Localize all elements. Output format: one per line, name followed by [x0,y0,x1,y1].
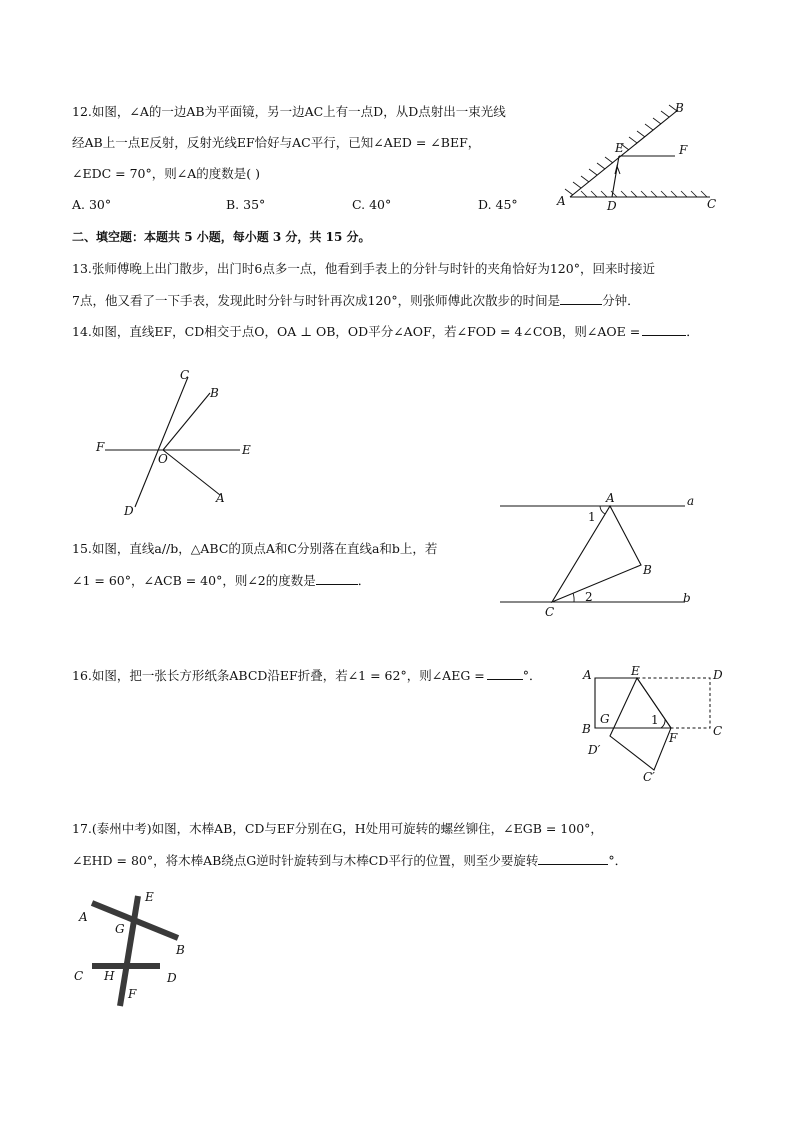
q14-label-b: B [210,386,219,400]
section-heading-prefix: 二、填空题： [72,230,145,244]
q13-line2-text: 7点，他又看了一下手表，发现此时分针与时针再次成120°，则张师傅此次散步的时间是 [72,293,561,308]
q12-line1: 12.如图，∠A的一边AB为平面镜，另一边AC上有一点D，从D点射出一束光线 [72,104,506,119]
q12-option-c: C. 40° [352,197,392,212]
q15-label-a-line: a [687,494,695,508]
q17-label-a: A [79,910,88,924]
q14-text [72,323,699,340]
q15-line2-text: ∠1 = 60°，∠ACB = 40°，则∠2的度数是 [72,573,316,588]
q12-label-e: E [615,141,624,155]
section-heading [72,229,370,245]
q12-line2: 经AB上一点E反射，反射光线EF恰好与AC平行，已知∠AED = ∠BEF， [72,135,481,150]
q12-option-d: D. 45° [478,197,518,212]
q12-option-a: A. 30° [72,197,112,212]
q17-label-g: G [115,922,125,936]
q17-label-f: F [128,987,137,1001]
q13-line1: 13.张师傅晚上出门散步，出门时6点多一点，他看到手表上的分针与时针的夹角恰好为120°，回来时接近 [72,261,655,276]
q15-label-b: B [643,563,652,577]
q15-label-1: 1 [588,510,596,524]
q13-answer-blank[interactable] [560,292,602,305]
q16-label-c: C [713,724,723,738]
q12-option-b: B. 35° [226,197,266,212]
q17-label-c: C [74,969,84,983]
q16-label-1: 1 [651,713,659,727]
q12-label-a: A [557,194,566,208]
q12-label-f: F [679,143,688,157]
q14-text-end: ． [686,324,699,339]
section-heading-rest: 本题共 5 小题，每小题 3 分，共 15 分。 [144,230,371,244]
q13-line2 [72,292,640,309]
q14-answer-blank[interactable] [642,323,686,336]
q17-label-b: B [176,943,185,957]
q17-label-e: E [145,890,154,904]
q17-label-h: H [104,969,115,983]
q16-text-main: 16.如图，把一张长方形纸条ABCD沿EF折叠，若∠1 = 62°，则∠AEG = [72,668,485,683]
q14-label-o: O [158,452,168,466]
q16-label-g: G [600,712,610,726]
q14-text-main: 14.如图，直线EF，CD相交于点O，OA ⊥ OB，OD平分∠AOF，若∠FOD = 4∠COB，则∠AOE = [72,324,641,339]
q17-label-d: D [167,971,177,985]
q12-label-b: B [675,101,684,115]
q15-parallel-figure [495,490,705,620]
q16-label-b: B [582,722,591,736]
q15-line1: 15.如图，直线a//b，△ABC的顶点A和C分别落在直线a和b上，若 [72,541,438,556]
q15-label-b-line: b [683,591,691,605]
q17-line2 [72,852,627,869]
q17-answer-blank[interactable] [538,852,608,865]
q17-line1: 17.(泰州中考)如图，木棒AB，CD与EF分别在G，H处用可旋转的螺丝铆住，∠EGB = 100°， [72,821,603,836]
q15-label-2: 2 [585,590,593,604]
q12-mirror-figure [555,100,730,215]
q12-label-d: D [607,199,617,213]
q16-text [72,667,542,684]
q17-sticks-figure [70,888,200,1013]
q14-label-e: E [242,443,251,457]
q16-label-f: F [669,731,678,745]
q12-line3: ∠EDC = 70°，则∠A的度数是( ) [72,166,260,181]
q16-label-e: E [631,664,640,678]
q16-answer-blank[interactable] [487,667,523,680]
q15-label-c: C [545,605,555,619]
q16-label-d: D [713,668,723,682]
q12-label-c: C [707,197,717,211]
q17-line2-text: ∠EHD = 80°，将木棒AB绕点G逆时针旋转到与木棒CD平行的位置，则至少要旋转 [72,853,539,868]
q13-line2-end: 分钟． [602,293,640,308]
q16-text-end: °． [522,668,542,683]
q16-label-d-prime: D′ [588,743,601,757]
q15-line2 [72,572,370,589]
q15-line2-end: ． [357,573,371,588]
q16-label-a: A [583,668,592,682]
q14-label-c: C [180,368,190,382]
q14-label-f: F [96,440,105,454]
q17-line2-end: °． [608,853,628,868]
q16-label-c-prime: C′ [643,770,655,784]
q14-label-a: A [216,491,225,505]
q14-angle-figure [90,365,265,520]
q15-answer-blank[interactable] [316,572,358,585]
q15-label-a: A [606,491,615,505]
q14-label-d: D [124,504,134,518]
q16-fold-figure [580,663,730,788]
